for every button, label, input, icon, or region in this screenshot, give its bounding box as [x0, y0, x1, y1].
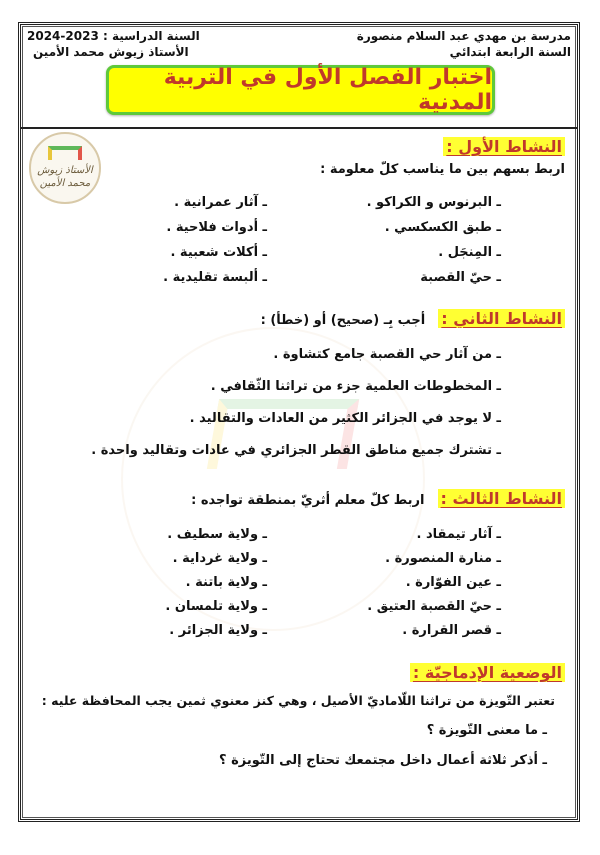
a3-right-item: ـ قصر القرارة . [402, 623, 501, 638]
exam-header [21, 25, 577, 129]
activity-1 [33, 137, 565, 177]
activity-2 [33, 309, 565, 328]
activity-3 [33, 489, 565, 508]
a1-right-item: ـ المِنجَل . [438, 245, 501, 260]
a3-left-item: ـ ولاية غرداية . [172, 551, 267, 566]
a3-left-item: ـ ولاية سطيف . [167, 527, 267, 542]
a2-statement: ـ لا يوجد في الجزائر الكثير من العادات والتقاليد . [189, 411, 501, 426]
exam-title: اختبار الفصل الأول في التربية المدنية [163, 65, 492, 115]
a2-statement: ـ المخطوطات العلمية جزء من تراثنا الثّقافي . [210, 379, 501, 394]
teacher-name: الأستاذ زيوش محمد الأمين [33, 45, 189, 59]
a3-left-item: ـ ولاية باتنة . [185, 575, 267, 590]
integration-question: ـ ما معنى التّويزة ؟ [426, 723, 547, 738]
a1-left-item: ـ آثار عمرانية . [174, 195, 267, 210]
a1-right-item: ـ حيّ القصبة [420, 270, 501, 285]
a3-right-item: ـ عين الفوّارة . [405, 575, 501, 590]
a3-left-item: ـ ولاية الجزائر . [169, 623, 267, 638]
a1-left-item: ـ أكلات شعبية . [170, 245, 267, 260]
activity-2-instruction: أجب بِـ (صحيح) أو (خطأ) : [260, 313, 426, 328]
a2-statement: ـ من آثار حي القصبة جامع كتشاوة . [273, 347, 501, 362]
a1-right-item: ـ طبق الكسكسي . [384, 220, 501, 235]
activity-1-instruction: اربط بسهم بين ما يناسب كلّ معلومة : [320, 162, 565, 177]
activity-3-instruction: اربط كلّ معلم أثريّ بمنطقة تواجده : [191, 493, 425, 508]
grade-level: السنة الرابعة ابتدائي [449, 45, 571, 59]
a3-left-item: ـ ولاية تلمسان . [165, 599, 267, 614]
a1-left-item: ـ ألبسة تقليدية . [163, 270, 267, 285]
logo-line-1: الأستاذ زيوش [37, 165, 93, 176]
school-name: مدرسة بن مهدي عبد السلام منصورة [356, 29, 571, 43]
a1-left-item: ـ أدوات فلاحية . [166, 220, 267, 235]
watermark-logo-icon [121, 327, 425, 631]
a2-statement: ـ تشترك جميع مناطق القطر الجزائري في عادات وتقاليد واحدة . [91, 443, 501, 458]
integration-title: الوضعية الإدماجيّة : [410, 663, 565, 682]
exam-title-box [106, 65, 495, 115]
logo-line-2: محمد الأمين [39, 178, 91, 189]
a3-right-item: ـ آثار تيمقاد . [416, 527, 501, 542]
exam-body [21, 127, 577, 819]
exam-sheet [18, 22, 580, 822]
integration-question: ـ أذكر ثلاثة أعمال داخل مجتمعك تحتاج إلى التّويزة ؟ [219, 753, 547, 768]
activity-2-title: النشاط الثاني : [438, 309, 565, 328]
school-year: السنة الدراسية : 2023-2024 [27, 29, 200, 43]
activity-1-title: النشاط الأول : [443, 137, 565, 156]
a3-right-item: ـ منارة المنصورة . [385, 551, 501, 566]
activity-3-title: النشاط الثالث : [438, 489, 565, 508]
integration-situation [33, 663, 565, 682]
integration-text: تعتبر التّويزة من تراثنا اللّاماديّ الأصيل ، وهي كنز معنوي ثمين يجب المحافظة عليه : [41, 693, 555, 708]
a1-right-item: ـ البرنوس و الكراكو . [366, 195, 501, 210]
a3-right-item: ـ حيّ القصبة العتيق . [367, 599, 501, 614]
